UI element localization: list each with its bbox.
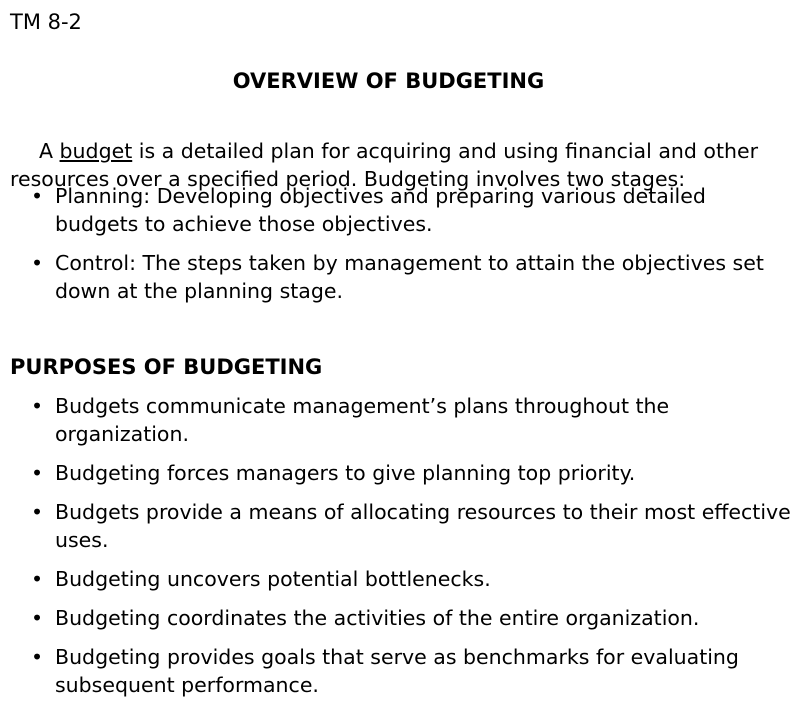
stages-list [0, 182, 795, 316]
bullet-icon: • [31, 645, 44, 669]
bullet-icon: • [31, 567, 44, 591]
list-item [0, 249, 795, 305]
bullet-icon: • [31, 394, 44, 418]
page-title: OVERVIEW OF BUDGETING [232, 69, 545, 93]
slide-id: TM 8-2 [10, 10, 82, 34]
section-heading: PURPOSES OF BUDGETING [10, 355, 323, 379]
list-item-text: Budgeting uncovers potential bottlenecks. [55, 567, 491, 591]
list-item-text: Budgeting coordinates the activities of the entire organization. [55, 606, 700, 630]
bullet-icon: • [31, 461, 44, 485]
list-item-text: Budgets provide a means of allocating resources to their most effective uses. [55, 500, 791, 552]
purposes-list [0, 392, 795, 710]
defined-term: budget [59, 138, 133, 163]
list-item [0, 459, 795, 487]
list-item [0, 643, 795, 699]
bullet-icon: • [31, 606, 44, 630]
bullet-icon: • [31, 500, 44, 524]
list-item-text: Budgeting forces managers to give planning top priority. [55, 461, 636, 485]
list-item-text: Budgets communicate management’s plans throughout the organization. [55, 394, 670, 446]
list-item [0, 565, 795, 593]
list-item [0, 182, 795, 238]
list-item [0, 604, 795, 632]
list-item [0, 392, 795, 448]
bullet-icon: • [31, 251, 44, 275]
list-item-text: Planning: Developing objectives and preparing various detailed budgets to achieve those objectives. [55, 184, 706, 236]
intro-text: is a detailed plan for acquiring and using financial and other resources over a specified period. Budgeting involves two stages: [10, 138, 759, 191]
list-item [0, 498, 795, 554]
intro-prefix: A [39, 138, 60, 163]
list-item-text: Control: The steps taken by management to attain the objectives set down at the planning stage. [55, 251, 764, 303]
bullet-icon: • [31, 184, 44, 208]
list-item-text: Budgeting provides goals that serve as benchmarks for evaluating subsequent performance. [55, 645, 739, 697]
